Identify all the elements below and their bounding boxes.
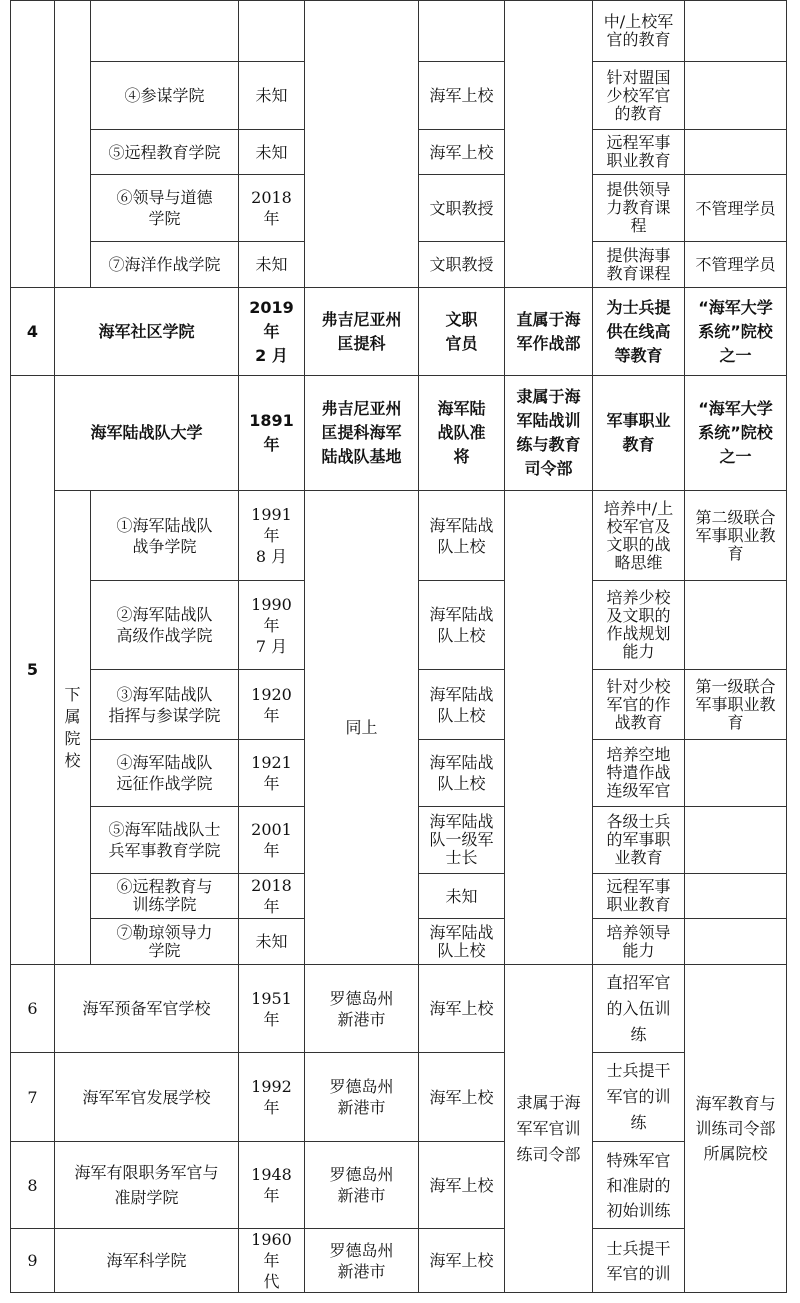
cell-year: 1948 年	[239, 1142, 305, 1229]
academy-table	[10, 0, 787, 1293]
cell-name: ③海军陆战队 指挥与参谋学院	[91, 670, 239, 740]
cell-note	[685, 130, 787, 175]
cell-location: 罗德岛州 新港市	[305, 1229, 419, 1293]
cell-head	[419, 1, 505, 62]
cell-name	[91, 1, 239, 62]
cell-note: “海军大学 系统”院校 之一	[685, 288, 787, 376]
cell-year: 未知	[239, 919, 305, 965]
cell-note: “海军大学 系统”院校 之一	[685, 376, 787, 491]
cell-affil	[505, 491, 593, 965]
cell-note	[685, 581, 787, 670]
cell-location-same: 同上	[305, 491, 419, 965]
cell-head: 未知	[419, 874, 505, 919]
cell-location: 罗德岛州 新港市	[305, 965, 419, 1053]
cell-duty: 士兵提干 军官的训 练	[593, 1053, 685, 1142]
cell-note: 第一级联合 军事职业教 育	[685, 670, 787, 740]
cell-name: 海军预备军官学校	[55, 965, 239, 1053]
cell-duty: 培养中/上 校军官及 文职的战 略思维	[593, 491, 685, 581]
cell-head: 海军上校	[419, 965, 505, 1053]
cell-year: 2019 年 2 月	[239, 288, 305, 376]
cell-note	[685, 62, 787, 130]
cell-head: 文职 官员	[419, 288, 505, 376]
cell-head: 海军陆战 队上校	[419, 581, 505, 670]
cell-note	[685, 919, 787, 965]
cell-name: ⑥领导与道德 学院	[91, 175, 239, 242]
cell-name: ⑦海洋作战学院	[91, 242, 239, 288]
cell-location: 弗吉尼亚州 匡提科	[305, 288, 419, 376]
cell-duty: 提供海事 教育课程	[593, 242, 685, 288]
cell-year: 1921 年	[239, 740, 305, 807]
cell-location	[305, 1, 419, 288]
cell-name: ④海军陆战队 远征作战学院	[91, 740, 239, 807]
cell-head: 海军上校	[419, 130, 505, 175]
cell-year: 1960 年 代	[239, 1229, 305, 1293]
cell-note: 第二级联合 军事职业教 育	[685, 491, 787, 581]
cell-duty: 各级士兵 的军事职 业教育	[593, 807, 685, 874]
cell-sub-label: 下 属 院 校	[55, 491, 91, 965]
cell-head: 海军陆战 队上校	[419, 919, 505, 965]
cell-note	[685, 1, 787, 62]
cell-duty: 提供领导 力教育课 程	[593, 175, 685, 242]
cell-year: 1992 年	[239, 1053, 305, 1142]
cell-duty: 军事职业 教育	[593, 376, 685, 491]
cell-num: 6	[11, 965, 55, 1053]
cell-name: 海军社区学院	[55, 288, 239, 376]
cell-head: 海军上校	[419, 62, 505, 130]
cell-year: 1891 年	[239, 376, 305, 491]
cell-num: 4	[11, 288, 55, 376]
cell-affil: 隶属于海 军军官训 练司令部	[505, 965, 593, 1293]
cell-note: 不管理学员	[685, 242, 787, 288]
cell-year: 2018 年	[239, 175, 305, 242]
cell-head: 海军上校	[419, 1053, 505, 1142]
cell-name: 海军陆战队大学	[55, 376, 239, 491]
cell-note	[685, 807, 787, 874]
cell-affil	[505, 1, 593, 288]
cell-year: 未知	[239, 130, 305, 175]
cell-num-prev	[11, 1, 55, 288]
cell-name: ④参谋学院	[91, 62, 239, 130]
cell-duty: 培养少校 及文职的 作战规划 能力	[593, 581, 685, 670]
cell-year: 1990 年 7 月	[239, 581, 305, 670]
cell-duty: 培养空地 特遣作战 连级军官	[593, 740, 685, 807]
cell-num: 7	[11, 1053, 55, 1142]
cell-name: ①海军陆战队 战争学院	[91, 491, 239, 581]
cell-year: 未知	[239, 62, 305, 130]
cell-name: ⑦勒琼领导力 学院	[91, 919, 239, 965]
cell-duty: 中/上校军 官的教育	[593, 1, 685, 62]
cell-duty: 直招军官 的入伍训 练	[593, 965, 685, 1053]
cell-head: 文职教授	[419, 175, 505, 242]
cell-head: 海军陆战 队上校	[419, 740, 505, 807]
cell-duty: 士兵提干 军官的训	[593, 1229, 685, 1293]
cell-num: 5	[11, 376, 55, 965]
cell-note: 海军教育与 训练司令部 所属院校	[685, 965, 787, 1293]
cell-head: 文职教授	[419, 242, 505, 288]
cell-year: 1951 年	[239, 965, 305, 1053]
cell-location: 弗吉尼亚州 匡提科海军 陆战队基地	[305, 376, 419, 491]
cell-name: 海军有限职务军官与 准尉学院	[55, 1142, 239, 1229]
cell-year: 2001 年	[239, 807, 305, 874]
cell-head: 海军陆 战队准 将	[419, 376, 505, 491]
cell-note	[685, 740, 787, 807]
cell-year: 未知	[239, 242, 305, 288]
cell-duty: 远程军事 职业教育	[593, 130, 685, 175]
cell-name: ⑤远程教育学院	[91, 130, 239, 175]
cell-sub-prev	[55, 1, 91, 288]
cell-note: 不管理学员	[685, 175, 787, 242]
cell-affil: 直属于海 军作战部	[505, 288, 593, 376]
cell-name: ⑥远程教育与 训练学院	[91, 874, 239, 919]
cell-year: 1920 年	[239, 670, 305, 740]
cell-duty: 特殊军官 和准尉的 初始训练	[593, 1142, 685, 1229]
cell-note	[685, 874, 787, 919]
cell-head: 海军上校	[419, 1229, 505, 1293]
cell-year	[239, 1, 305, 62]
cell-duty: 培养领导 能力	[593, 919, 685, 965]
cell-head: 海军上校	[419, 1142, 505, 1229]
cell-duty: 远程军事 职业教育	[593, 874, 685, 919]
cell-duty: 针对少校 军官的作 战教育	[593, 670, 685, 740]
cell-num: 8	[11, 1142, 55, 1229]
cell-head: 海军陆战 队上校	[419, 670, 505, 740]
cell-head: 海军陆战 队一级军 士长	[419, 807, 505, 874]
cell-affil: 隶属于海 军陆战训 练与教育 司令部	[505, 376, 593, 491]
cell-name: 海军科学院	[55, 1229, 239, 1293]
cell-head: 海军陆战 队上校	[419, 491, 505, 581]
cell-year: 1991 年 8 月	[239, 491, 305, 581]
cell-location: 罗德岛州 新港市	[305, 1142, 419, 1229]
cell-name: 海军军官发展学校	[55, 1053, 239, 1142]
cell-year: 2018 年	[239, 874, 305, 919]
cell-name: ⑤海军陆战队士 兵军事教育学院	[91, 807, 239, 874]
cell-location: 罗德岛州 新港市	[305, 1053, 419, 1142]
cell-duty: 针对盟国 少校军官 的教育	[593, 62, 685, 130]
cell-duty: 为士兵提 供在线高 等教育	[593, 288, 685, 376]
cell-num: 9	[11, 1229, 55, 1293]
cell-name: ②海军陆战队 高级作战学院	[91, 581, 239, 670]
